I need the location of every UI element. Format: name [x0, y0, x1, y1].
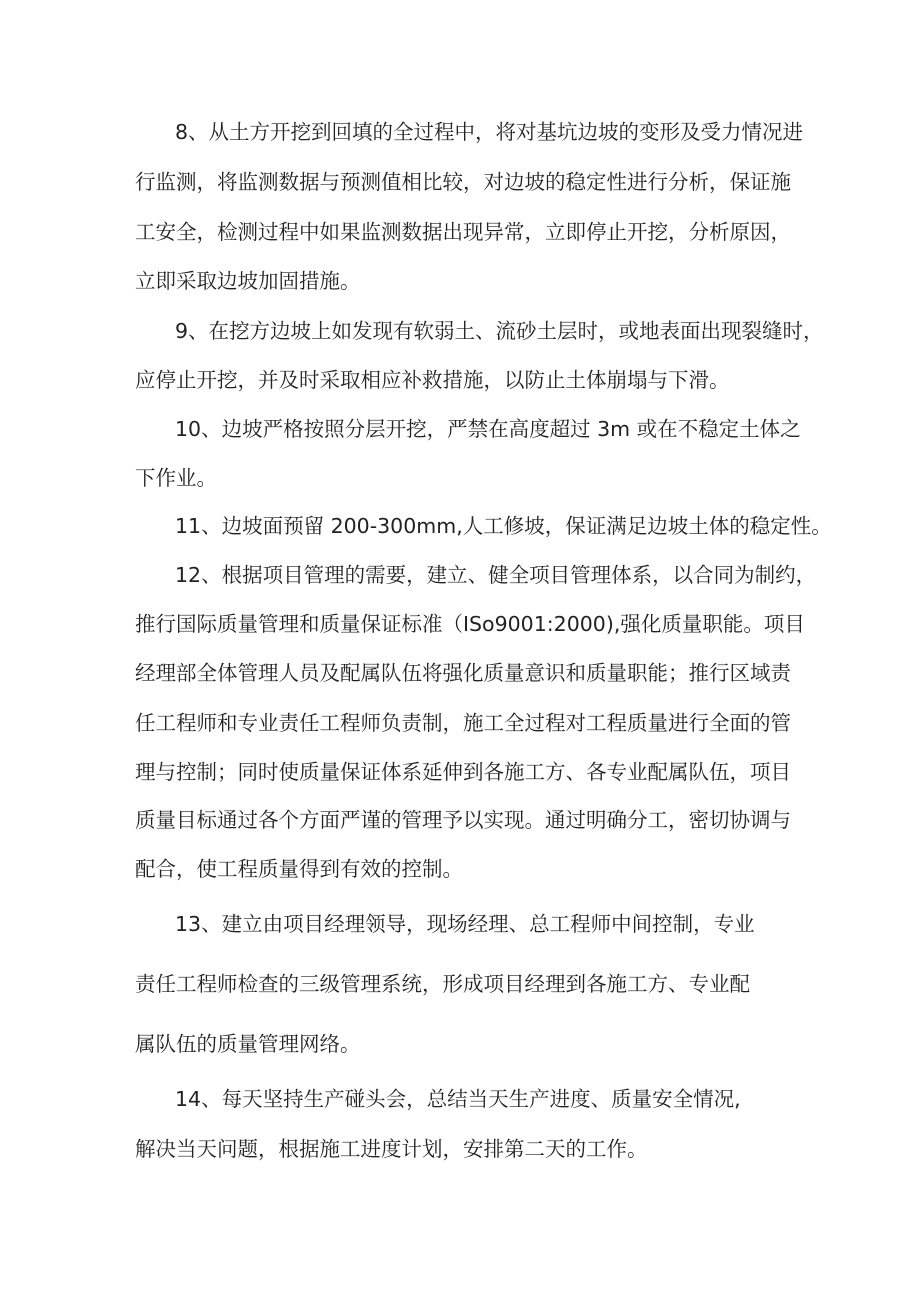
para-14-line-2: 解决当天问题，根据施工进度计划，安排第二天的工作。 — [135, 1137, 648, 1161]
para-9-line-2: 应停止开挖，并及时采取相应补救措施，以防止土体崩塌与下滑。 — [135, 368, 730, 392]
para-8-line-2: 行监测，将监测数据与预测值相比较，对边坡的稳定性进行分析，保证施 — [135, 170, 791, 194]
para-12-line-5: 理与控制；同时使质量保证体系延伸到各施工方、各专业配属队伍，项目 — [135, 760, 791, 784]
para-14-line-1: 14、每天坚持生产碰头会，总结当天生产进度、质量安全情况, — [175, 1087, 741, 1111]
para-13-line-3: 属队伍的质量管理网络。 — [135, 1032, 361, 1056]
para-12-line-1: 12、根据项目管理的需要，建立、健全项目管理体系，以合同为制约， — [175, 563, 817, 587]
para-8-line-1: 8、从土方开挖到回填的全过程中，将对基坑边坡的变形及受力情况进 — [175, 120, 804, 144]
para-12-line-2: 推行国际质量管理和质量保证标准（ISo9001:2000),强化质量职能。项目 — [135, 612, 805, 636]
para-11-line-1: 11、边坡面预留 200-300mm,人工修坡，保证满足边坡土体的稳定性。 — [175, 514, 832, 538]
para-8-line-3: 工安全，检测过程中如果监测数据出现异常，立即停止开挖，分析原因， — [135, 220, 791, 244]
para-12-line-4: 任工程师和专业责任工程师负责制，施工全过程对工程质量进行全面的管 — [135, 711, 791, 735]
para-13-line-2: 责任工程师检查的三级管理系统，形成项目经理到各施工方、专业配 — [135, 972, 750, 996]
para-9-line-1: 9、在挖方边坡上如发现有软弱土、流砂土层时，或地表面出现裂缝时， — [175, 319, 824, 343]
para-13-line-1: 13、建立由项目经理领导，现场经理、总工程师中间控制，专业 — [175, 912, 755, 936]
para-12-line-3: 经理部全体管理人员及配属队伍将强化质量意识和质量职能；推行区域责 — [135, 661, 791, 685]
para-10-line-1: 10、边坡严格按照分层开挖，严禁在高度超过 3m 或在不稳定土体之 — [175, 417, 801, 441]
para-10-line-2: 下作业。 — [135, 466, 217, 490]
para-12-line-7: 配合，使工程质量得到有效的控制。 — [135, 857, 463, 881]
para-8-line-4: 立即采取边坡加固措施。 — [135, 269, 361, 293]
para-12-line-6: 质量目标通过各个方面严谨的管理予以实现。通过明确分工，密切协调与 — [135, 808, 791, 832]
